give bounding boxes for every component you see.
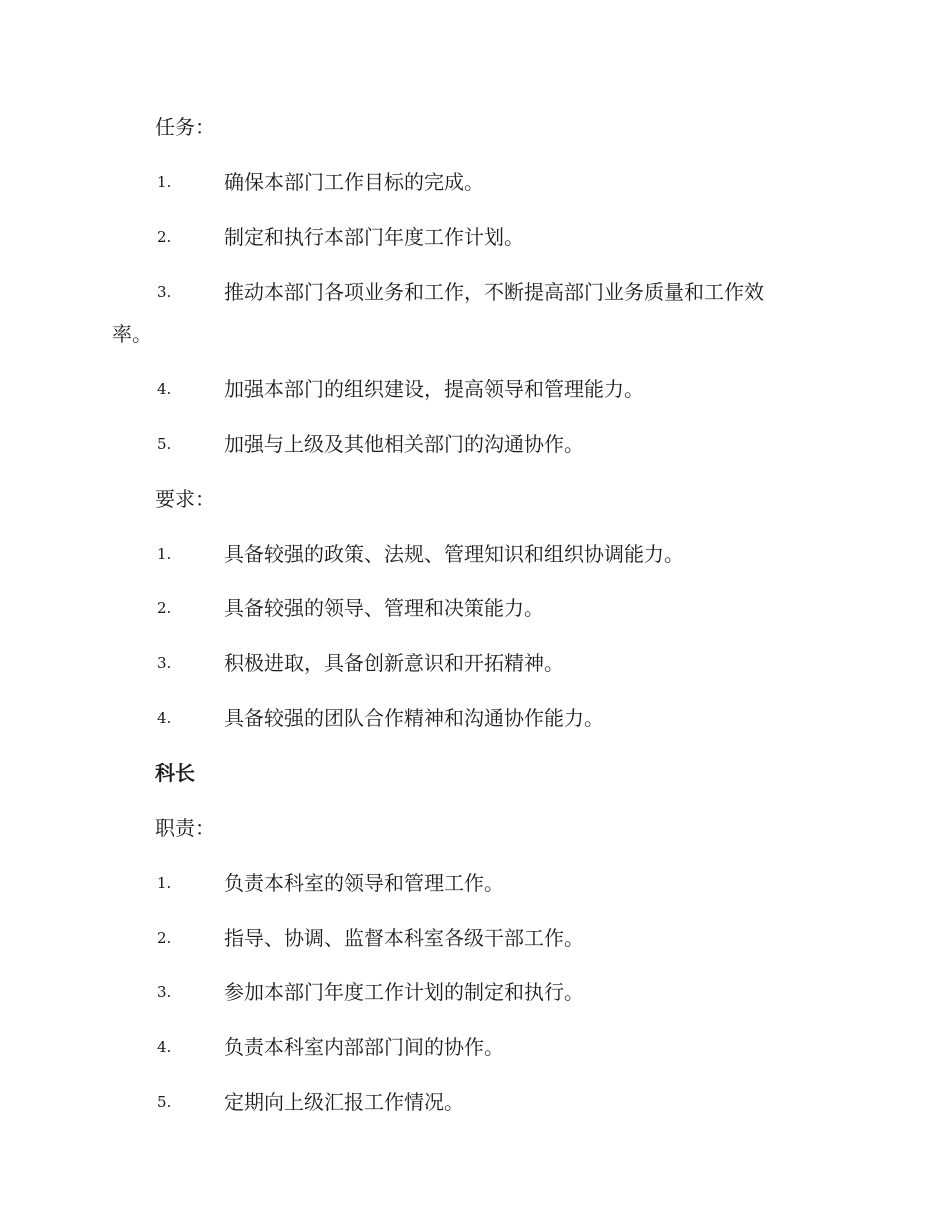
list-item-text: 加强本部门的组织建设，提高领导和管理能力。: [224, 377, 644, 401]
list-number: 5.: [157, 435, 172, 453]
tasks-label: 任务：: [155, 115, 215, 139]
list-number: 4.: [157, 380, 172, 398]
list-item-text: 指导、协调、监督本科室各级干部工作。: [224, 926, 584, 950]
section-heading: 科长: [155, 761, 195, 785]
list-number: 2.: [157, 929, 172, 947]
list-number: 2.: [157, 228, 172, 246]
list-item-text: 制定和执行本部门年度工作计划。: [224, 225, 524, 249]
list-item-text: 推动本部门各项业务和工作，不断提高部门业务质量和工作效: [224, 280, 764, 304]
list-number: 2.: [157, 599, 172, 617]
list-item-text: 具备较强的政策、法规、管理知识和组织协调能力。: [224, 542, 684, 566]
list-item-text: 加强与上级及其他相关部门的沟通协作。: [224, 432, 584, 456]
list-item-text: 负责本科室内部部门间的协作。: [224, 1035, 504, 1059]
duties-label: 职责：: [155, 816, 215, 840]
list-number: 1.: [157, 545, 172, 563]
list-number: 3.: [157, 983, 172, 1001]
list-item-text: 具备较强的团队合作精神和沟通协作能力。: [224, 706, 604, 730]
list-number: 1.: [157, 874, 172, 892]
list-number: 4.: [157, 1038, 172, 1056]
list-item-text: 负责本科室的领导和管理工作。: [224, 871, 504, 895]
list-item-text: 确保本部门工作目标的完成。: [224, 170, 484, 194]
list-item-text: 参加本部门年度工作计划的制定和执行。: [224, 980, 584, 1004]
list-number: 3.: [157, 283, 172, 301]
list-item-text: 定期向上级汇报工作情况。: [224, 1090, 464, 1114]
list-number: 4.: [157, 709, 172, 727]
list-item-continuation: 率。: [112, 322, 152, 346]
list-number: 5.: [157, 1093, 172, 1111]
list-item-text: 积极进取，具备创新意识和开拓精神。: [224, 651, 564, 675]
list-number: 3.: [157, 654, 172, 672]
requirements-label: 要求：: [155, 487, 215, 511]
list-item-text: 具备较强的领导、管理和决策能力。: [224, 596, 544, 620]
list-number: 1.: [157, 173, 172, 191]
